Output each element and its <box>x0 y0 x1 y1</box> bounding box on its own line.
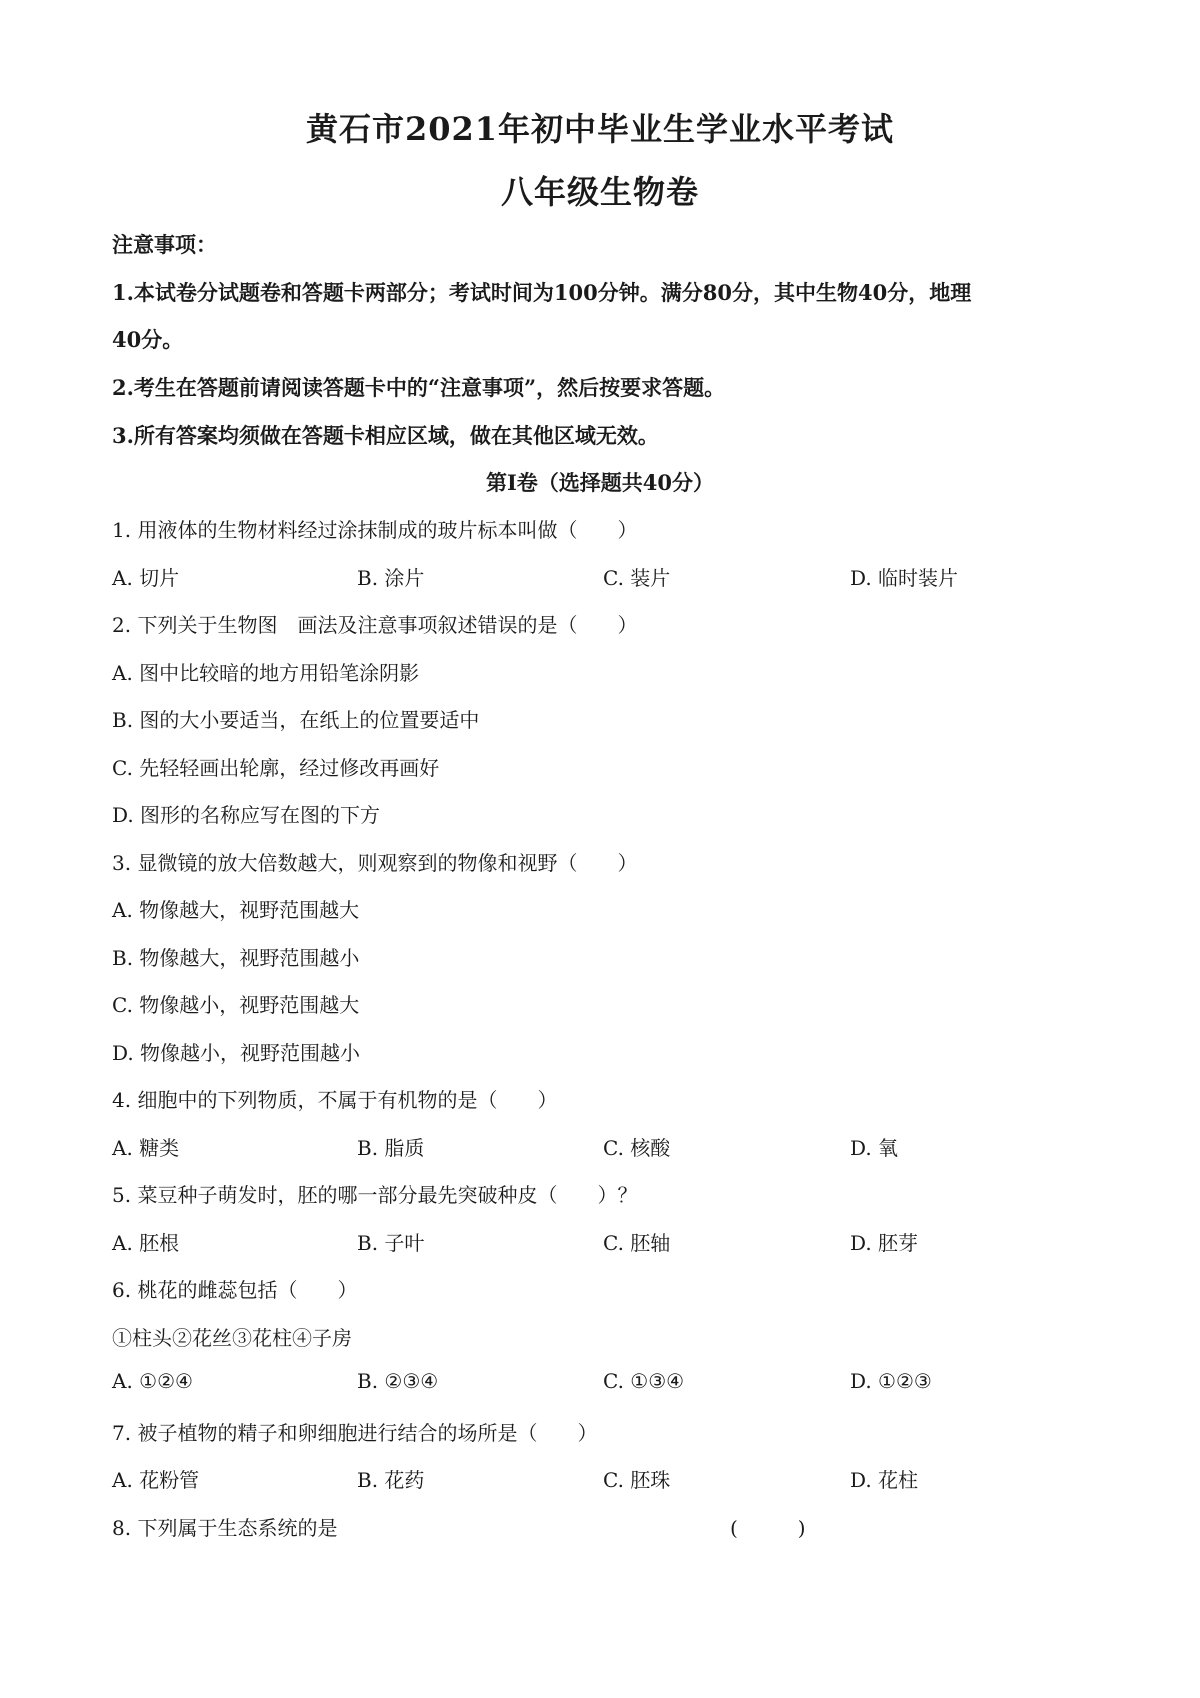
question-6-option-c: C. ①③④ <box>603 1369 685 1393</box>
question-1-option-b: B. 涂片 <box>357 566 425 590</box>
question-1-option-d: D. 临时装片 <box>850 566 959 590</box>
question-5-option-b: B. 子叶 <box>357 1231 425 1255</box>
question-5-option-a: A. 胚根 <box>112 1231 180 1255</box>
notice-item-1-continued: 40分。 <box>112 327 184 352</box>
question-5-option-d: D. 胚芽 <box>850 1231 919 1255</box>
question-8-answer-parentheses: ( ) <box>730 1516 806 1540</box>
question-6-stem: 6. 桃花的雌蕊包括（ ） <box>112 1278 358 1302</box>
section-title: 第Ⅰ卷（选择题共40分） <box>485 470 715 495</box>
question-2-option-c: C. 先轻轻画出轮廓，经过修改再画好 <box>112 756 440 780</box>
question-6-option-b: B. ②③④ <box>357 1369 439 1393</box>
question-3-option-a: A. 物像越大，视野范围越大 <box>112 898 360 922</box>
question-4-option-d: D. 氧 <box>850 1136 899 1160</box>
question-1-option-c: C. 装片 <box>603 566 671 590</box>
question-4-stem: 4. 细胞中的下列物质，不属于有机物的是（ ） <box>112 1088 558 1112</box>
question-7-option-d: D. 花柱 <box>850 1468 919 1492</box>
question-5-option-c: C. 胚轴 <box>603 1231 671 1255</box>
notice-heading: 注意事项： <box>112 232 217 257</box>
question-5-stem: 5. 菜豆种子萌发时，胚的哪一部分最先突破种皮（ ）？ <box>112 1183 638 1207</box>
question-3-option-d: D. 物像越小，视野范围越小 <box>112 1041 361 1065</box>
notice-item-3: 3.所有答案均须做在答题卡相应区域，做在其他区域无效。 <box>112 423 659 448</box>
notice-item-2: 2.考生在答题前请阅读答题卡中的“注意事项”，然后按要求答题。 <box>112 375 726 400</box>
question-2-option-b: B. 图的大小要适当，在纸上的位置要适中 <box>112 708 480 732</box>
question-4-option-a: A. 糖类 <box>112 1136 180 1160</box>
question-3-option-b: B. 物像越大，视野范围越小 <box>112 946 360 970</box>
exam-title: 黄石市2021年初中毕业生学业水平考试 <box>305 110 895 148</box>
question-7-option-b: B. 花药 <box>357 1468 425 1492</box>
question-1-option-a: A. 切片 <box>112 566 180 590</box>
question-6-option-a: A. ①②④ <box>112 1369 193 1393</box>
question-7-stem: 7. 被子植物的精子和卵细胞进行结合的场所是（ ） <box>112 1421 598 1445</box>
question-8-stem: 8. 下列属于生态系统的是 <box>112 1516 338 1540</box>
question-1-stem: 1. 用液体的生物材料经过涂抹制成的玻片标本叫做（ ） <box>112 518 638 542</box>
question-2-option-d: D. 图形的名称应写在图的下方 <box>112 803 381 827</box>
exam-subtitle: 八年级生物卷 <box>500 173 699 211</box>
question-7-option-c: C. 胚珠 <box>603 1468 671 1492</box>
question-7-option-a: A. 花粉管 <box>112 1468 200 1492</box>
question-6-option-d: D. ①②③ <box>850 1369 932 1393</box>
question-3-stem: 3. 显微镜的放大倍数越大，则观察到的物像和视野（ ） <box>112 851 638 875</box>
question-3-option-c: C. 物像越小，视野范围越大 <box>112 993 360 1017</box>
question-2-stem: 2. 下列关于生物图 画法及注意事项叙述错误的是（ ） <box>112 613 638 637</box>
notice-item-1: 1.本试卷分试题卷和答题卡两部分；考试时间为100分钟。满分80分，其中生物40分，地理 <box>112 280 972 305</box>
question-4-option-b: B. 脂质 <box>357 1136 425 1160</box>
question-4-option-c: C. 核酸 <box>603 1136 671 1160</box>
question-6-substem: ①柱头②花丝③花柱④子房 <box>112 1326 352 1350</box>
question-2-option-a: A. 图中比较暗的地方用铅笔涂阴影 <box>112 661 420 685</box>
